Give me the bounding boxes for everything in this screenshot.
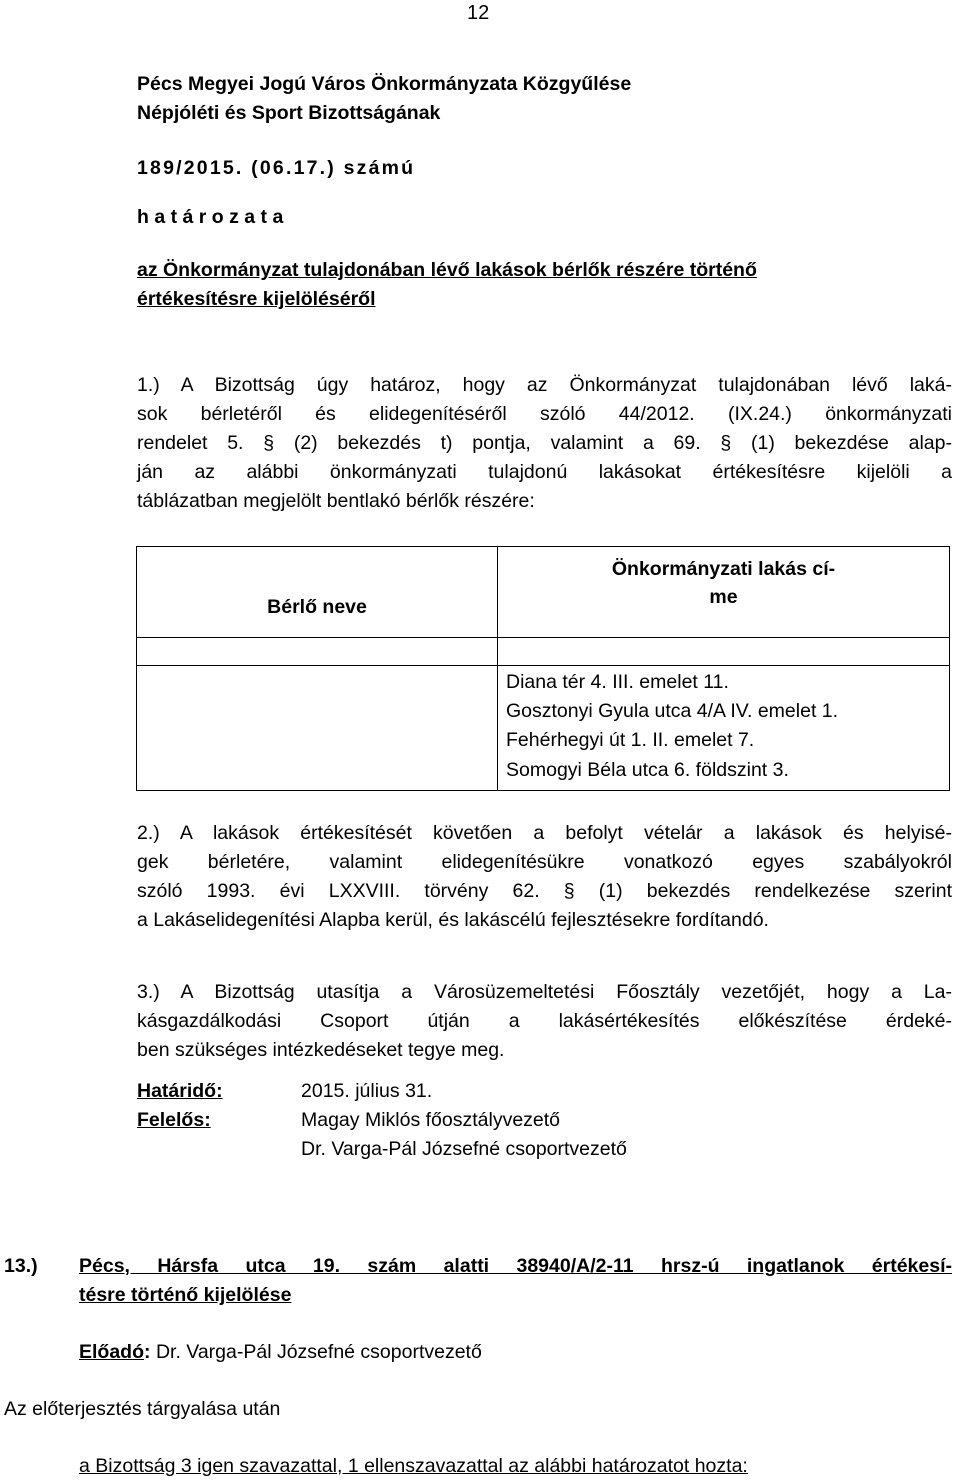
address-cell: Somogyi Béla utca 6. földszint 3.: [498, 757, 950, 790]
resolution-number: 189/2015. (06.17.) számú: [137, 157, 416, 179]
item-13-title-line-1: Pécs, Hársfa utca 19. szám alatti 38940/A/2-11 hrsz-ú ingatlanok értékesí-: [79, 1255, 952, 1277]
point-1-line: ján az alábbi önkormányzati tulajdonú lakásokat értékesítésre kijelöli a: [137, 461, 952, 483]
responsible-1: Magay Miklós főosztályvezető: [301, 1109, 561, 1131]
resolution-word: h a t á r o z a t a: [137, 206, 284, 228]
deadline-label: Határidő:: [137, 1080, 223, 1102]
point-3-line: kásgazdálkodási Csoport útján a lakásértékesítés előkészítése érdeké-: [137, 1010, 952, 1032]
header-tenant: Bérlő neve: [267, 595, 367, 618]
resolution-subject-line-2: értékesítésre kijelöléséről: [137, 288, 376, 310]
resolution-subject-line-1: az Önkormányzat tulajdonában lévő lakások bérlők részére történő: [137, 259, 757, 281]
vote-line: a Bizottság 3 igen szavazattal, 1 ellenszavazattal az alábbi határozatot hozta:: [79, 1455, 748, 1477]
header-address-line-2: me: [709, 586, 738, 608]
table-header-row: [137, 547, 950, 638]
point-1-line: sok bérletéről és elidegenítéséről szóló 44/2012. (IX.24.) önkormányzati: [137, 403, 952, 425]
point-1-line: 1.) A Bizottság úgy határoz, hogy az Önkormányzat tulajdonában lévő laká-: [137, 374, 952, 396]
address-cell: [498, 638, 950, 666]
point-1-line: táblázatban megjelölt bentlakó bérlők részére:: [137, 490, 535, 512]
table-row: [137, 638, 950, 666]
point-3-line: 3.) A Bizottság utasítja a Városüzemeltetési Főosztály vezetőjét, hogy a La-: [137, 981, 952, 1003]
heading-line-2: Népjóléti és Sport Bizottságának: [137, 102, 441, 124]
point-1-line: rendelet 5. § (2) bekezdés t) pontja, valamint a 69. § (1) bekezdése alap-: [137, 432, 952, 454]
address-cell: Fehérhegyi út 1. II. emelet 7.: [498, 727, 950, 757]
item-13-title-line-2: tésre történő kijelölése: [79, 1284, 292, 1306]
presenter: [79, 1341, 482, 1364]
point-2-line: 2.) A lakások értékesítését követően a befolyt vételár a lakások és helyisé-: [137, 822, 952, 844]
header-address-line-1: Önkormányzati lakás cí-: [611, 558, 836, 580]
address-cell: Diana tér 4. III. emelet 11.: [498, 666, 950, 698]
responsible-label: Felelős:: [137, 1109, 211, 1131]
tenant-cell: [137, 666, 498, 791]
point-3-line: ben szükséges intézkedéseket tegye meg.: [137, 1039, 505, 1061]
header-tenant-cell: [137, 547, 498, 638]
page-number: 12: [467, 2, 490, 24]
table-row: [137, 666, 950, 698]
presenter-colon: :: [144, 1341, 151, 1363]
apartments-table: [136, 546, 950, 791]
deadline-value: 2015. július 31.: [301, 1080, 433, 1102]
address-cell: Gosztonyi Gyula utca 4/A IV. emelet 1.: [498, 698, 950, 728]
point-2-line: gek bérletére, valamint elidegenítésükre vonatkozó egyes szabályokról: [137, 851, 952, 873]
presenter-label: Előadó: [79, 1341, 145, 1363]
point-2-line: a Lakáselidegenítési Alapba kerül, és lakáscélú fejlesztésekre fordítandó.: [137, 909, 769, 931]
point-2-line: szóló 1993. évi LXXVIII. törvény 62. § (1) bekezdés rendelkezése szerint: [137, 880, 952, 902]
heading-line-1: Pécs Megyei Jogú Város Önkormányzata Közgyűlése: [137, 73, 632, 95]
after-discussion: Az előterjesztés tárgyalása után: [4, 1398, 281, 1420]
presenter-name: Dr. Varga-Pál Józsefné csoportvezető: [155, 1341, 482, 1363]
responsible-2: Dr. Varga-Pál Józsefné csoportvezető: [301, 1138, 627, 1160]
tenant-cell: [137, 638, 498, 666]
header-address-cell: [498, 547, 950, 638]
item-13-number: 13.): [4, 1255, 38, 1277]
